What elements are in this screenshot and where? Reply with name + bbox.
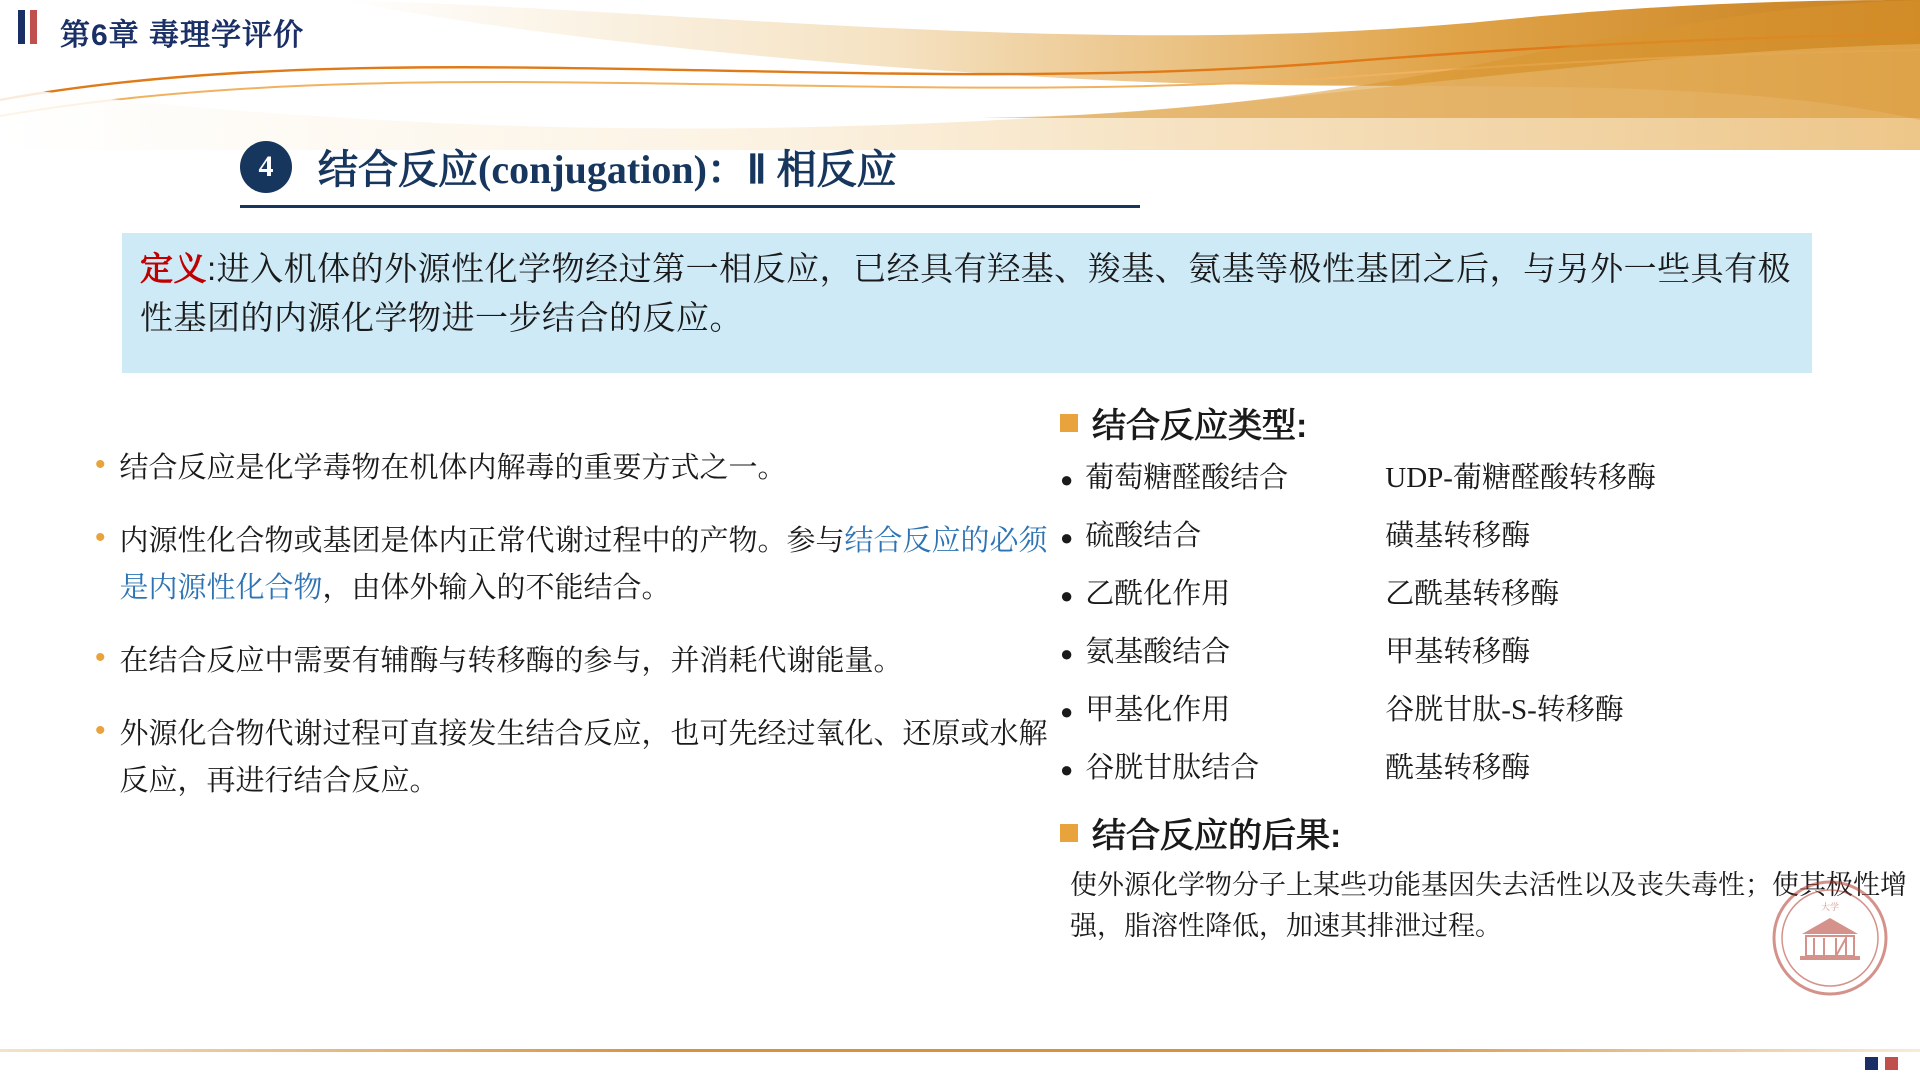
section-heading [240, 138, 897, 195]
consequence-title: 结合反应的后果: [1092, 817, 1342, 855]
bullet-text-highlight: 结合反应的必须是内源性化合物 [119, 524, 1048, 604]
table-row [1060, 629, 1880, 670]
round-bullet-icon: ● [1060, 699, 1074, 724]
left-bullet-list [95, 445, 1055, 831]
table-row [1060, 513, 1880, 554]
bottom-accent-squares [1865, 1057, 1898, 1070]
bullet-dot-icon: • [95, 448, 106, 481]
definition-body: 进入机体的外源性化学物经过第一相反应，已经具有羟基、羧基、氨基等极性基团之后，与另外一些具有极性基团的内源化学物进一步结合的反应。 [140, 250, 1792, 336]
types-heading [1060, 398, 1880, 447]
table-row [1060, 571, 1880, 612]
reaction-type-name: 甲基化作用 [1085, 694, 1231, 726]
reaction-type-name: 葡萄糖醛酸结合 [1085, 462, 1289, 494]
square-bullet-icon [1060, 414, 1078, 432]
section-underline [240, 205, 1140, 208]
list-item [95, 445, 1055, 492]
bullet-text-post: ，由体外输入的不能结合。 [322, 571, 671, 604]
table-row [1060, 745, 1880, 786]
types-title: 结合反应类型: [1092, 407, 1308, 445]
round-bullet-icon: ● [1060, 757, 1074, 782]
university-logo [1770, 878, 1890, 998]
header-title: 第6章 毒理学评价 [60, 19, 305, 52]
round-bullet-icon: ● [1060, 641, 1074, 666]
definition-label: 定义 [140, 250, 207, 287]
bullet-text: 外源化合物代谢过程可直接发生结合反应，也可先经过氧化、还原或水解反应，再进行结合反应。 [119, 717, 1048, 797]
svg-text:大学: 大学 [1820, 902, 1840, 912]
bullet-text: 结合反应是化学毒物在机体内解毒的重要方式之一。 [119, 452, 787, 484]
bullet-text [120, 518, 1055, 612]
section-number-badge: 4 [240, 141, 292, 193]
reaction-type-name: 乙酰化作用 [1085, 578, 1231, 610]
reaction-type-name: 谷胱甘肽结合 [1085, 752, 1260, 784]
square-bullet-icon [1060, 824, 1078, 842]
bullet-text: 在结合反应中需要有辅酶与转移酶的参与，并消耗代谢能量。 [119, 644, 903, 677]
reaction-enzyme-name: 谷胱甘肽-S-转移酶 [1385, 694, 1624, 726]
types-table [1060, 455, 1880, 786]
definition-separator: : [207, 250, 217, 287]
round-bullet-icon: ● [1060, 583, 1074, 608]
bullet-dot-icon: • [95, 713, 106, 747]
reaction-enzyme-name: 乙酰基转移酶 [1385, 578, 1560, 610]
list-item [95, 638, 1055, 685]
table-row [1060, 687, 1880, 728]
reaction-enzyme-name: UDP-葡糖醛酸转移酶 [1385, 462, 1656, 494]
table-row [1060, 455, 1880, 496]
reaction-type-name: 氨基酸结合 [1085, 636, 1231, 668]
definition-box [122, 233, 1812, 373]
header-accent-bars [18, 10, 37, 44]
reaction-type-name: 硫酸结合 [1085, 520, 1202, 552]
section-title: 结合反应(conjugation)：Ⅱ 相反应 [318, 147, 897, 192]
reaction-enzyme-name: 甲基转移酶 [1385, 636, 1531, 668]
bottom-divider [0, 1049, 1920, 1052]
list-item [95, 711, 1055, 805]
consequence-text: 使外源化学物分子上某些功能基因失去活性以及丧失毒性；使其极性增强，脂溶性降低，加速其排泄过程。 [1070, 870, 1907, 941]
right-column [1060, 398, 1907, 946]
round-bullet-icon: ● [1060, 467, 1074, 492]
round-bullet-icon: ● [1060, 525, 1074, 550]
reaction-enzyme-name: 磺基转移酶 [1385, 520, 1531, 552]
reaction-enzyme-name: 酰基转移酶 [1385, 752, 1531, 784]
bullet-dot-icon: • [95, 640, 106, 674]
list-item [95, 518, 1055, 612]
definition-text [140, 245, 1794, 343]
consequence-heading [1060, 808, 1880, 857]
bullet-text-pre: 内源性化合物或基团是体内正常代谢过程中的产物。参与 [119, 524, 845, 557]
bullet-dot-icon: • [95, 520, 106, 554]
